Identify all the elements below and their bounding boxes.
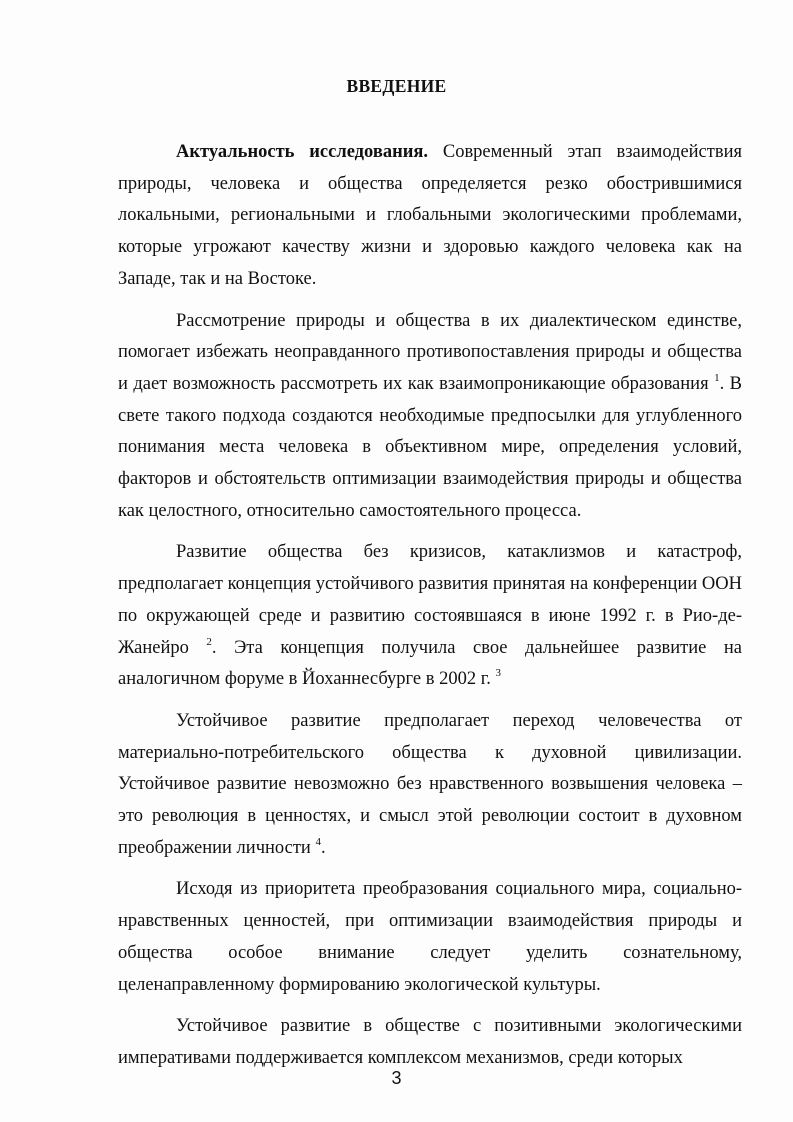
paragraph-5 xyxy=(118,874,742,1001)
paragraph-4-text-b: . xyxy=(320,837,326,858)
paragraph-6-text: Устойчивое развитие в обществе с позитивными экологическими императивами поддерживается комплексом механизмов, среди которых xyxy=(118,1016,742,1068)
page-number: 3 xyxy=(391,1068,402,1088)
paragraph-2-text-b: . В свете такого подхода создаются необходимые предпосылки для углубленного понимания места человека в объективном мире, определения условий, факторов и обстоятельств оптимизации взаимодействия природы и общества как целостного, относительно самостоятельного процесса. xyxy=(118,373,742,521)
paragraph-3 xyxy=(118,537,742,696)
paragraph-6 xyxy=(118,1011,742,1074)
footnote-ref-1: 1 xyxy=(714,371,720,384)
paragraph-3-text-b: . Эта концепция получила свое дальнейшее развитие на аналогичном форуме в Йоханнесбурге в 2002 г. xyxy=(118,637,742,690)
paragraph-4-text-a: Устойчивое развитие предполагает переход человечества от материально-потребительского общества к духовной цивилизации. Устойчивое развитие невозможно без нравственного возвышения человека – это революция в ценностях, и смысл этой революции состоит в духовном преображении личности xyxy=(118,710,742,858)
paragraph-2-text-a: Рассмотрение природы и общества в их диалектическом единстве, помогает избежать неоправданного противопоставления природы и общества и дает возможность рассмотреть их как взаимопроникающие образования xyxy=(118,310,742,394)
body-text xyxy=(118,137,742,1085)
paragraph-5-text: Исходя из приоритета преобразования социального мира, социально-нравственных ценностей, при оптимизации взаимодействия природы и общества особое внимание следует уделить сознательному, целенаправленному формированию экологической культуры. xyxy=(118,879,742,995)
paragraph-2 xyxy=(118,306,742,528)
paragraph-1-text: Современный этап взаимодействия природы, человека и общества определяется резко обострившимися локальными, региональными и глобальными экологическими проблемами, которые угрожают качеству жизни и здоровью каждого человека как на Западе, так и на Востоке. xyxy=(118,142,743,289)
page-title: ВВЕДЕНИЕ xyxy=(346,76,447,96)
footnote-ref-3: 3 xyxy=(495,667,501,680)
paragraph-1 xyxy=(118,137,742,296)
paragraph-3-text-a: Развитие общества без кризисов, катаклизмов и катастроф, предполагает концепция устойчивого развития принятая на конференции ООН по окружающей среде и развитию состоявшаяся в июне 1992 г. в Рио-де-Жанейро xyxy=(118,542,742,658)
paragraph-1-lead: Актуальность исследования. xyxy=(176,142,429,162)
footnote-ref-4: 4 xyxy=(315,835,321,848)
paragraph-4 xyxy=(118,706,742,865)
footnote-ref-2: 2 xyxy=(206,635,212,648)
